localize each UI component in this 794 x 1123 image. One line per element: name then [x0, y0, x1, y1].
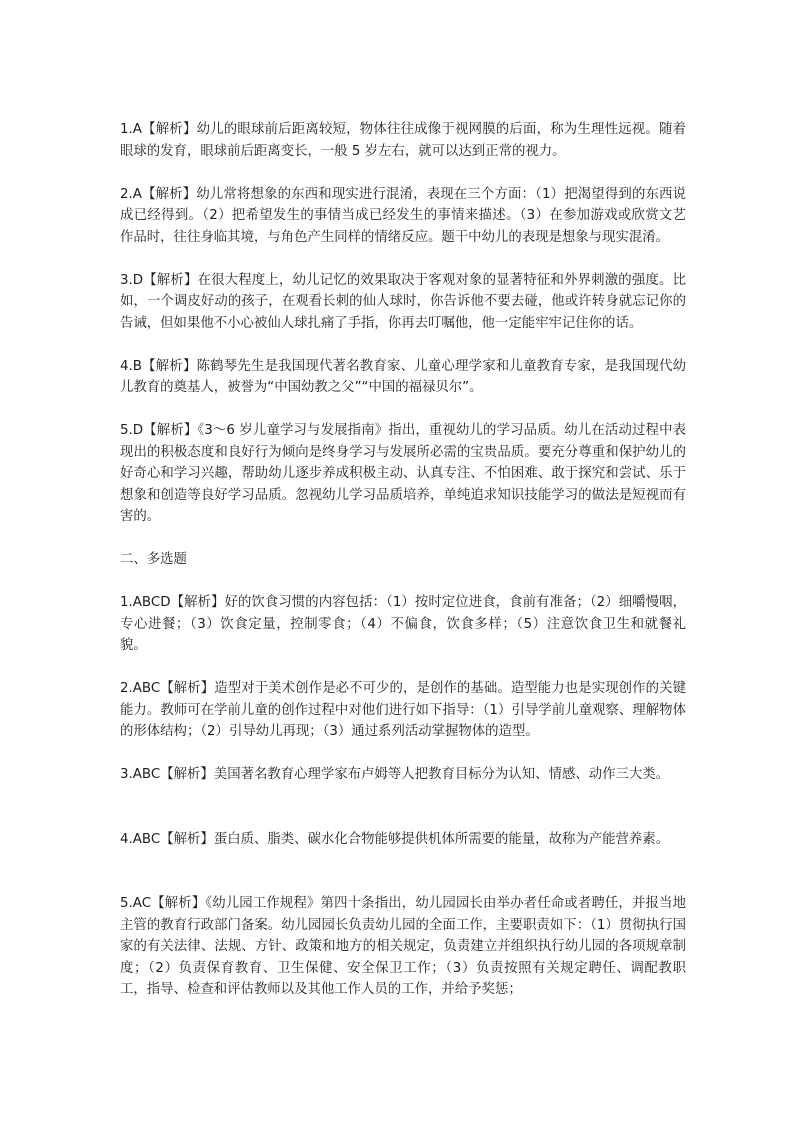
answer-paragraph: [120, 270, 686, 335]
answer-explanation: 幼儿的眼球前后距离较短，物体往往成像于视网膜的后面，称为生理性远视。随着眼球的发育，眼球前后距离变长，一般 5 岁左右，就可以达到正常的视力。: [120, 122, 687, 159]
answer-explanation: 蛋白质、脂类、碳水化合物能够提供机体所需要的能量，故称为产能营养素。: [213, 831, 670, 847]
answer-explanation: 在很大程度上，幼儿记忆的效果取决于客观对象的显著特征和外界刺激的强度。比如，一个调皮好动的孩子，在观看长刺的仙人球时，你告诉他不要去碰，他或许转身就忘记你的告诫，但如果他不小心被仙人球扎痛了手指，你再去叮嘱他，他一定能牢牢记住你的话。: [120, 272, 686, 331]
answer-content: [120, 119, 686, 1001]
answer-paragraph: [120, 893, 686, 1001]
answer-prefix: 2.A【解析】: [120, 186, 197, 202]
section-title: 二、多选题: [120, 552, 187, 567]
answer-prefix: 3.D【解析】: [120, 272, 198, 288]
answer-prefix: 1.ABCD【解析】: [120, 595, 225, 610]
answer-explanation: 好的饮食习惯的内容包括：（1）按时定位进食，食前有准备；（2）细嚼慢咽，专心进餐；（3）饮食定量，控制零食；（4）不偏食，饮食多样；（5）注意饮食卫生和就餐礼貌。: [120, 595, 686, 653]
answer-explanation: 陈鹤琴先生是我国现代著名教育家、儿童心理学家和儿童教育专家，是我国现代幼儿教育的奠基人，被誉为“中国幼教之父”“中国的福禄贝尔”。: [120, 358, 686, 395]
answer-prefix: 1.A【解析】: [120, 122, 197, 137]
answer-paragraph: [120, 119, 686, 162]
answer-explanation: 《3～6 岁儿童学习与发展指南》指出，重视幼儿的学习品质。幼儿在活动过程中表现出的积极态度和良好行为倾向是终身学习与发展所必需的宝贵品质。要充分尊重和保护幼儿的好奇心和学习兴趣，帮助幼儿逐步养成积极主动、认真专注、不怕困难、敢于探究和尝试、乐于想象和创造等良好学习品质。忽视幼儿学习品质培养，单纯追求知识技能学习的做法是短视而有害的。: [120, 423, 686, 524]
answer-prefix: 3.ABC【解析】: [120, 767, 214, 782]
answer-paragraph: [120, 678, 686, 743]
answer-explanation: 美国著名教育心理学家布卢姆等人把教育目标分为认知、情感、动作三大类。: [213, 767, 670, 782]
answer-prefix: 5.D【解析】: [120, 423, 198, 438]
answer-explanation: 造型对于美术创作是必不可少的，是创作的基础。造型能力也是实现创作的关键能力。教师可在学前儿童的创作过程中对他们进行如下指导：（1）引导学前儿童观察、理解物体的形体结构；（2）引导幼儿再现；（3）通过系列活动掌握物体的造型。: [120, 681, 686, 739]
answer-paragraph: [120, 592, 686, 657]
answer-prefix: 2.ABC【解析】: [120, 681, 215, 696]
answer-prefix: 5.AC【解析】: [120, 896, 206, 911]
answer-paragraph: [120, 420, 686, 528]
answer-explanation: 幼儿常将想象的东西和现实进行混淆，表现在三个方面：（1）把渴望得到的东西说成已经得到。（2）把希望发生的事情当成已经发生的事情来描述。（3）在参加游戏或欣赏文艺作品时，往往身临其境，与角色产生同样的情绪反应。题干中幼儿的表现是想象与现实混淆。: [120, 186, 686, 245]
answer-paragraph: [120, 829, 686, 851]
answer-prefix: 4.B【解析】: [120, 358, 197, 374]
answer-paragraph: [120, 764, 686, 786]
answer-paragraph: [120, 356, 686, 399]
answer-prefix: 4.ABC【解析】: [120, 831, 214, 847]
answer-explanation: 《幼儿园工作规程》第四十条指出，幼儿园园长由举办者任命或者聘任，并报当地主管的教育行政部门备案。幼儿园园长负责幼儿园的全面工作，主要职责如下：（1）贯彻执行国家的有关法律、法规、方针、政策和地方的相关规定，负责建立并组织执行幼儿园的各项规章制度；（2）负责保育教育、卫生保健、安全保卫工作；（3）负责按照有关规定聘任、调配教职工，指导、检查和评估教师以及其他工作人员的工作，并给予奖惩；: [120, 896, 686, 997]
answer-paragraph: [120, 184, 686, 249]
